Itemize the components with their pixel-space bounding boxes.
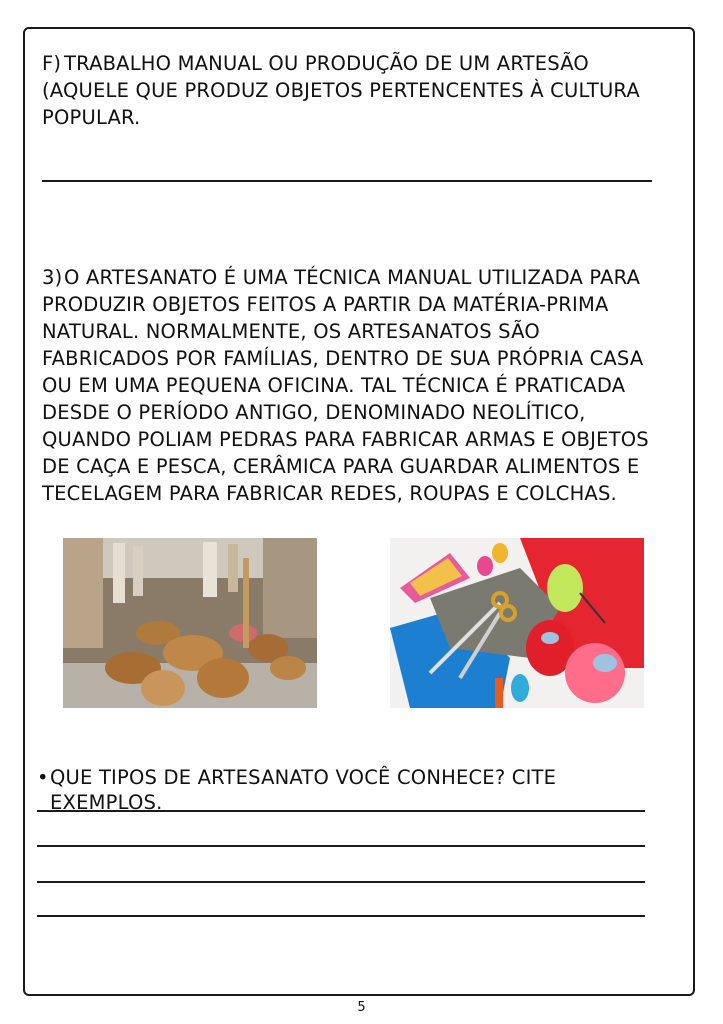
page-number: 5 (357, 1000, 366, 1015)
item-f-text: TRABALHO MANUAL OU PRODUÇÃO DE UM ARTESÃO (AQUELE QUE PRODUZ OBJETOS PERTENCENTES À CULTURA POPULAR. (42, 52, 640, 129)
sewing-supplies-illustration (390, 538, 644, 708)
item-f-paragraph (42, 50, 672, 131)
answer-line-3[interactable] (37, 881, 645, 883)
answer-line-2[interactable] (37, 845, 645, 847)
answer-line-1[interactable] (37, 810, 645, 812)
answer-line-f[interactable] (42, 180, 652, 182)
baskets-illustration (63, 538, 317, 708)
sewing-supplies-photo (390, 538, 644, 708)
baskets-photo (63, 538, 317, 708)
question-paragraph (37, 765, 637, 815)
item-3-marker: 3) (42, 266, 63, 289)
bullet-dot: • (37, 766, 49, 789)
item-f-marker: F) (42, 52, 62, 75)
item-3-paragraph (42, 264, 672, 507)
question-text: QUE TIPOS DE ARTESANATO VOCÊ CONHECE? CITE EXEMPLOS. (50, 766, 557, 814)
item-3-text: O ARTESANATO É UMA TÉCNICA MANUAL UTILIZADA PARA PRODUZIR OBJETOS FEITOS A PARTIR DA MATÉRIA-PRIMA NATURAL. NORMALMENTE, OS ARTESANATOS SÃO FABRICADOS POR FAMÍLIAS, DENTRO DE SUA PRÓPRIA CASA OU EM UMA PEQUENA OFICINA. TAL TÉCNICA É PRATICADA DESDE O PERÍODO ANTIGO, DENOMINADO NEOLÍTICO, QUANDO POLIAM PEDRAS PARA FABRICAR ARMAS E OBJETOS DE CAÇA E PESCA, CERÂMICA PARA GUARDAR ALIMENTOS E TECELAGEM PARA FABRICAR REDES, ROUPAS E COLCHAS. (42, 266, 649, 505)
answer-line-4[interactable] (37, 915, 645, 917)
page-border (23, 27, 695, 996)
